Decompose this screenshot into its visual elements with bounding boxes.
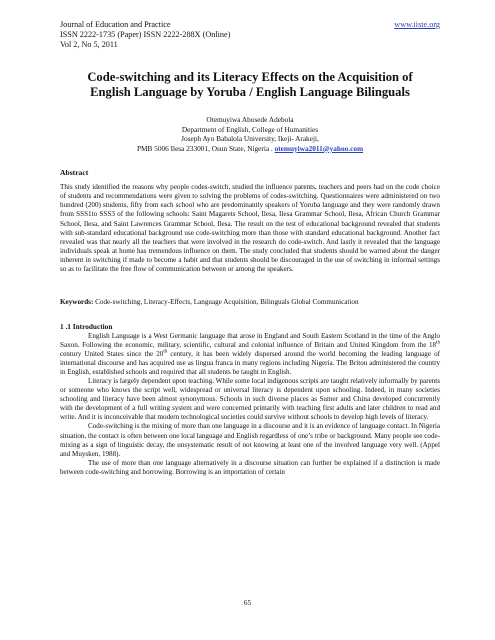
superscript-th-1: th [436,340,440,346]
title-line-1: Code-switching and its Literacy Effects on the Acquisition of [87,70,413,84]
superscript-th-2: th [163,349,168,355]
author-block [60,115,440,153]
keywords-text: Code-switching, Literacy-Effects, Language Acquisition, Bilinguals Global Communication [93,298,359,306]
author-email-link[interactable]: otemuyiwa2011@yahoo.com [274,143,364,153]
paragraph-3: Code-switching is the mixing of more than one language in a discourse and it is an evidence of language contact. In Nigeria situation, the contact is often between one local language and English regardless of one’s tribe or background. Many people see code-mixing as a sign of linguistic decay, the unsystematic result of not knowing at least one of the involved language very well. (Appel and Muysken, 1988). [60,422,440,458]
author-name: Otemuyiwa Abosede Adebola [206,115,294,124]
keywords-label: Keywords: [60,298,94,306]
paragraph-4: The use of more than one language alternatively in a discourse situation can further be explained if a distinction is made between code-switching and borrowing. Borrowing is an importation of certain [60,458,440,476]
author-address-line [60,144,440,154]
journal-name: Journal of Education and Practice [60,20,171,29]
paragraph-1-part-c: century, it has been widely dispersed around the world becoming the leading language of international discourse and has acquired use as lingua franca in many regions including Nigeria. The Briton administered the country in English, established schools and required that all students be taught in English. [60,350,440,377]
paragraph-2: Literacy is largely dependent upon teaching. While some local indigenous scripts are taught relatively informally by parents or someone who knows the script well, widespread or universal literacy is dependent upon schooling. Indeed, in many societies schooling and literacy have been almost synonymous. Schools in such diverse places as Sumer and China developed concurrently with the development of a full writing system and were concerned primarily with teaching first adults and later children to read and write. And it is inconceivable that modern technological societies could survive without schools to develop high levels of literacy. [60,377,440,422]
page-number: 65 [243,598,252,607]
author-university: Joseph Ayo Babalola University, Ikeji- Arakeji, [181,134,319,144]
abstract-heading: Abstract [60,168,89,177]
paragraph-1 [60,332,440,377]
paper-title [60,70,440,100]
title-line-2: English Language by Yoruba / English Language Bilinguals [90,85,410,99]
paragraph-1-part-a: English Language is a West Germanic language that arose in England and South Eastern Scotland in the time of the Anglo Saxon. Following the economic, military, scientific, cultural and colonial influence of Britain and United Kingdom from the 18 [60,332,440,350]
paragraph-1-part-b: century United States since the 20 [60,350,164,359]
author-address: PMB 5006 Ilesa 233001, Osun State, Nigeria . [136,143,275,153]
volume-line: Vol 2, No 5, 2011 [60,40,118,49]
journal-url-link[interactable]: www.iiste.org [394,20,440,29]
author-department: Department of English, College of Humanities [181,124,319,134]
issn-line: ISSN 2222-1735 (Paper) ISSN 2222-288X (Online) [60,30,231,39]
keywords-line [60,298,440,307]
journal-header [60,20,440,50]
introduction-body [60,332,440,477]
abstract-text: This study identified the reasons why people codes-switch, studied the influence parents, teachers and peers had on the code choice of students and recommendations were given to solving the problems of codes-switching. Questionnaires were administered on two hundred (200) students, fifty from each school who are predominantly speakers of Yoruba language and they were randomly drawn from SSS1to SSS3 of the following schools: Saint Magarets School, Ilesa, Ilesa Grammar School, Ilesa, African Church Grammar School, Ilesa, and Saint Lawrences Grammar School, Ilesa. The result on the test of educational background revealed that students with sub-standard educational background use code-switching more than those with standard educational background. Another fact revealed was that nearly all the teachers that were involved in the research do code-switch. And lastly it revealed that the language individuals speak at home has tremendous influence on them. The study concluded that students should be warned about the danger inherent in switching if made to become a habit and that students should be discouraged in the use of switching in informal settings so as to facilitate the free flow of communication between or among the speakers. [60,183,440,274]
introduction-heading: 1 .1 Introduction [60,322,113,331]
